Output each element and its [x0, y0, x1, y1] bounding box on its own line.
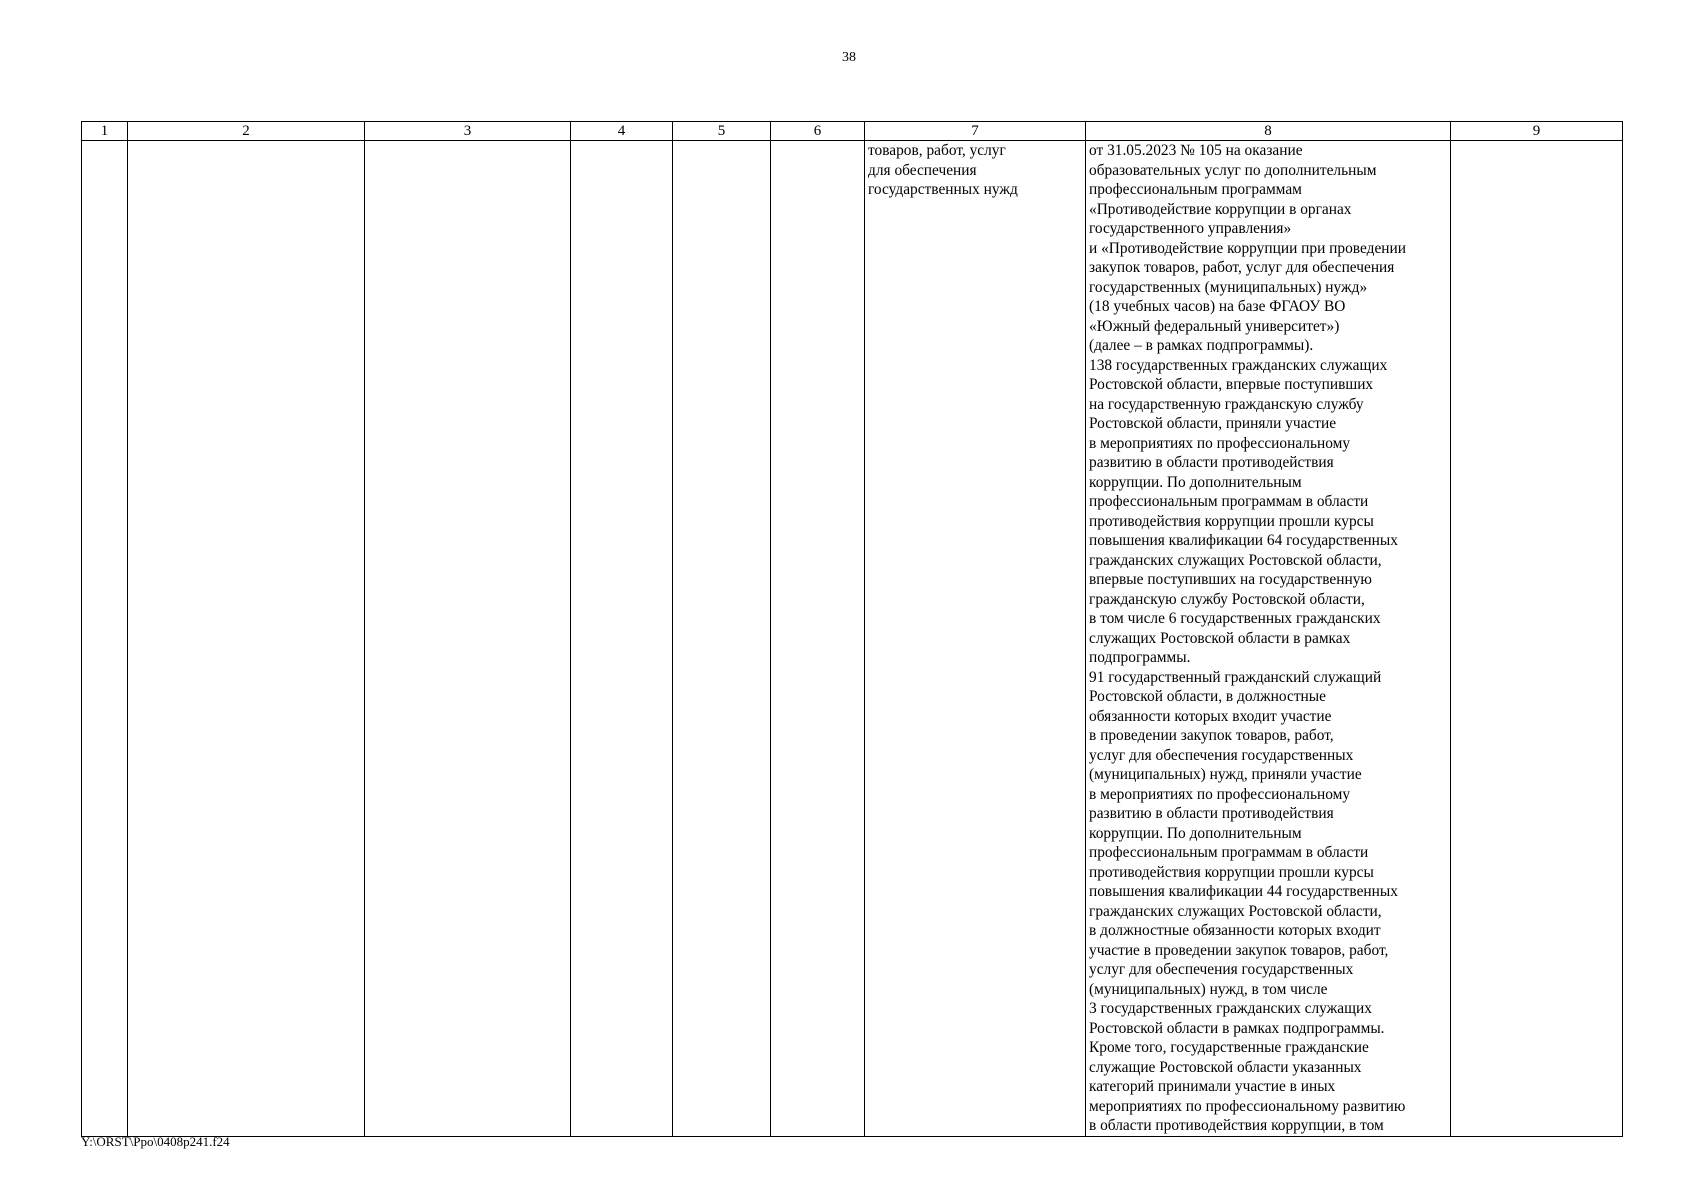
col8-line: Ростовской области в рамках подпрограммы.	[1089, 1019, 1385, 1037]
cell-col-2	[128, 141, 365, 1137]
col8-line: гражданских служащих Ростовской области,	[1089, 902, 1382, 920]
column-number-6: 6	[771, 122, 865, 141]
col8-line: обязанности которых входит участие	[1089, 707, 1332, 725]
col8-line: Ростовской области, в должностные	[1089, 688, 1326, 705]
col8-line: в мероприятиях по профессиональному	[1089, 785, 1351, 803]
col8-line: развитию в области противодействия	[1089, 805, 1334, 822]
col8-line: (18 учебных часов) на базе ФГАОУ ВО	[1089, 298, 1346, 315]
col8-line: закупок товаров, работ, услуг для обеспечения	[1089, 259, 1395, 276]
report-table	[81, 121, 1623, 1137]
col8-line: на государственную гражданскую службу	[1089, 395, 1364, 413]
col7-line: для обеспечения	[868, 161, 977, 179]
col8-line: противодействия коррупции прошли курсы	[1089, 512, 1374, 530]
column-number-4: 4	[571, 122, 673, 141]
col8-line: впервые поступивших на государственную	[1089, 571, 1372, 588]
cell-col-3	[365, 141, 571, 1137]
col8-line: участие в проведении закупок товаров, работ,	[1089, 941, 1389, 959]
col8-line: гражданскую службу Ростовской области,	[1089, 590, 1365, 608]
cell-col-8	[1086, 141, 1451, 1137]
column-number-5: 5	[673, 122, 771, 141]
column-number-2: 2	[128, 122, 365, 141]
col8-line: профессиональным программам в области	[1089, 844, 1369, 861]
col8-line: в том числе 6 государственных гражданских	[1089, 610, 1381, 627]
col8-line: Кроме того, государственные гражданские	[1089, 1039, 1369, 1056]
col8-line: Ростовской области, впервые поступивших	[1089, 376, 1374, 393]
column-number-row	[82, 122, 1623, 141]
col8-line: «Южный федеральный университет»)	[1089, 317, 1340, 335]
col8-line: в области противодействия коррупции, в том	[1089, 1117, 1384, 1134]
cell-col-4	[571, 141, 673, 1137]
column-number-8: 8	[1086, 122, 1451, 141]
col8-line: профессиональным программам	[1089, 181, 1302, 198]
footer-file-path: Y:\ORST\Ppo\0408p241.f24	[81, 1134, 230, 1149]
col8-line: (муниципальных) нужд, в том числе	[1089, 980, 1328, 998]
col8-line: служащие Ростовской области указанных	[1089, 1058, 1362, 1076]
col8-line: коррупции. По дополнительным	[1089, 824, 1302, 842]
col8-line: от 31.05.2023 № 105 на оказание	[1089, 142, 1303, 159]
col8-line: категорий принимали участие в иных	[1089, 1078, 1336, 1095]
col8-line: повышения квалификации 64 государственных	[1089, 532, 1398, 549]
col8-line: образовательных услуг по дополнительным	[1089, 161, 1377, 179]
col8-line: коррупции. По дополнительным	[1089, 473, 1302, 491]
page-number: 38	[842, 50, 856, 65]
column-number-7: 7	[865, 122, 1086, 141]
col8-line: 91 государственный гражданский служащий	[1089, 668, 1382, 686]
column-number-1: 1	[82, 122, 128, 141]
table-row	[82, 141, 1623, 1137]
col8-line: в мероприятиях по профессиональному	[1089, 434, 1351, 452]
col8-line: в проведении закупок товаров, работ,	[1089, 727, 1334, 744]
col8-line: государственных (муниципальных) нужд»	[1089, 278, 1368, 296]
col8-line: противодействия коррупции прошли курсы	[1089, 863, 1374, 881]
col8-text-block	[1086, 141, 1450, 1136]
col8-line: Ростовской области, приняли участие	[1089, 415, 1337, 432]
col8-line: 3 государственных гражданских служащих	[1089, 1000, 1372, 1017]
cell-col-7	[865, 141, 1086, 1137]
column-number-9: 9	[1451, 122, 1623, 141]
col8-line: профессиональным программам в области	[1089, 493, 1369, 510]
col8-line: подпрограммы.	[1089, 649, 1191, 666]
col8-line: гражданских служащих Ростовской области,	[1089, 551, 1382, 569]
cell-col-6	[771, 141, 865, 1137]
col8-line: услуг для обеспечения государственных	[1089, 961, 1354, 978]
col8-line: служащих Ростовской области в рамках	[1089, 629, 1351, 647]
col8-line: «Противодействие коррупции в органах	[1089, 200, 1352, 218]
cell-col-1	[82, 141, 128, 1137]
col8-line: развитию в области противодействия	[1089, 454, 1334, 471]
column-number-3: 3	[365, 122, 571, 141]
col7-line: товаров, работ, услуг	[868, 142, 1006, 159]
col8-line: услуг для обеспечения государственных	[1089, 746, 1354, 764]
col7-line: государственных нужд	[868, 181, 1018, 198]
col8-line: государственного управления»	[1089, 220, 1292, 237]
cell-col-5	[673, 141, 771, 1137]
col8-line: повышения квалификации 44 государственных	[1089, 883, 1398, 900]
col8-line: 138 государственных гражданских служащих	[1089, 356, 1388, 374]
cell-col-9	[1451, 141, 1623, 1137]
col7-text-block	[865, 141, 1085, 200]
col8-line: и «Противодействие коррупции при проведении	[1089, 239, 1406, 257]
col8-line: (далее – в рамках подпрограммы).	[1089, 337, 1314, 354]
col8-line: мероприятиях по профессиональному развитию	[1089, 1097, 1406, 1115]
col8-line: в должностные обязанности которых входит	[1089, 922, 1381, 939]
col8-line: (муниципальных) нужд, приняли участие	[1089, 766, 1362, 783]
